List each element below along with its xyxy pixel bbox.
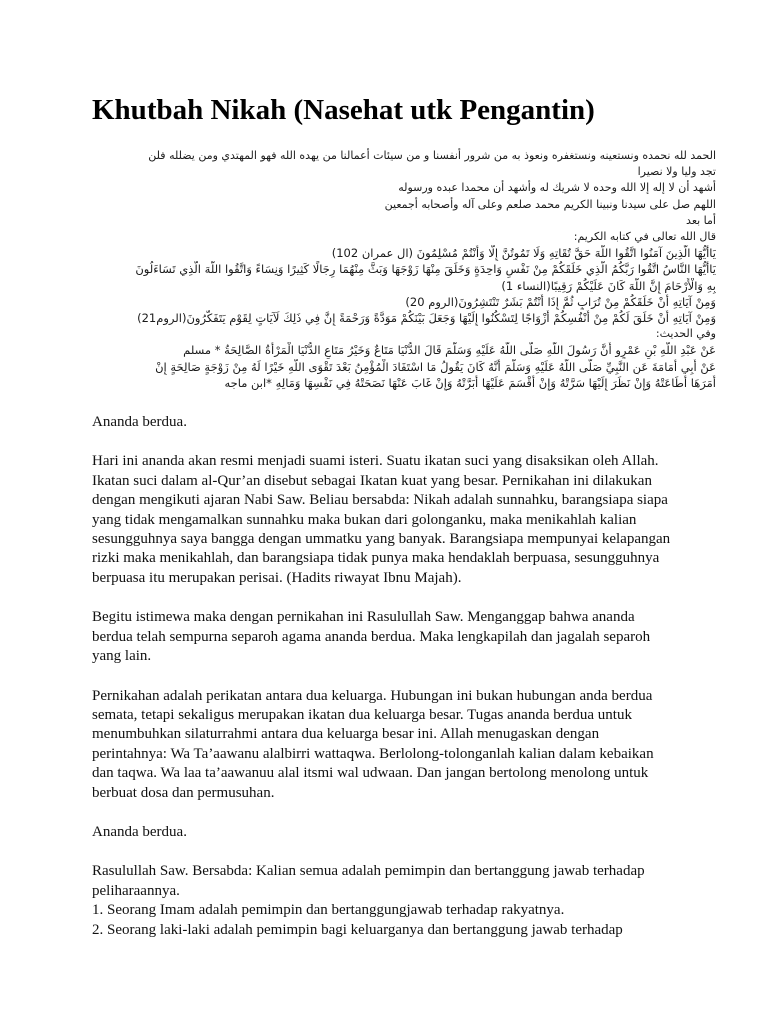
quran-verse-line: وَمِنْ آيَاتِهِ أَنْ خَلَقَكُمْ مِنْ تُرَابٍ ثُمَّ إِذَا أَنْتُمْ بَشَرٌ تَنْتَشِرُونَ(الروم 20) [405,294,716,309]
text-line: peliharaannya. [92,882,180,899]
text-line: yang lain. [92,648,152,665]
arabic-opening-block [72,148,716,391]
page-title: Khutbah Nikah (Nasehat utk Pengantin) [92,94,595,126]
text-line: Ananda berdua. [92,414,187,431]
text-line: berdua telah sempurna separoh agama ananda berdua. Maka lengkapilah dan jagalah separoh [92,628,651,645]
arabic-line: أشهد أن لا إله إلا الله وحده لا شريك له وأشهد أن محمدا عبده ورسوله [398,181,716,195]
quran-verse-line: يَاأَيُّهَا النَّاسُ اتَّقُوا رَبَّكُمُ الَّذِي خَلَقَكُمْ مِنْ نَفْسٍ وَاحِدَةٍ وَخَلَقَ مِنْهَا زَوْجَهَا وَبَثَّ مِنْهُمَا رِجَالًا كَثِيرًا وَنِسَاءً وَاتَّقُوا اللَّهَ الَّذِي تَسَاءَلُونَ [135,262,716,277]
arabic-line: اللهم صل على سيدنا ونبينا الكريم محمد صلعم وعلى آله وأصحابه أجمعين [384,197,716,211]
text-line: rizki maka menikahlah, dan barangsiapa tidak punya maka hendaklah berpuasa, sesungguhnya [92,550,660,567]
text-line: yang tidak mengamalkan sunnahku maka bukan dari golonganku, maka menikahlah kalian [92,511,637,528]
paragraph [92,687,696,803]
arabic-line: قال الله تعالى في كتابه الكريم: [573,230,716,244]
text-line: dengan mengikuti ajaran Nabi Saw. Beliau bersabda: Nikah adalah sunnahku, barangsiapa siapa [92,492,668,509]
text-line: Ikatan suci dalam al-Qur’an disebut sebagai Ikatan kuat yang besar. Pernikahan ini dilakukan [92,472,652,489]
text-line: Ananda berdua. [92,823,187,840]
paragraph [92,608,696,666]
text-line: berpuasa itu merupakan perisai. (Hadits riwayat Ibnu Majah). [92,569,462,586]
text-line: berbuat dosa dan permusuhan. [92,784,275,801]
hadith-line: عَنْ عَبْدِ اللَّهِ بْنِ عَمْرٍو أَنَّ رَسُولَ اللَّهِ صَلَّى اللَّهُ عَلَيْهِ وَسَلَّمَ قَالَ الدُّنْيَا مَتَاعٌ وَخَيْرُ مَتَاعِ الدُّنْيَا الْمَرْأَةُ الصَّالِحَةُ * مسلم [183,343,716,358]
hadith-line: أَمَرَهَا أَطَاعَتْهُ وَإِنْ نَظَرَ إِلَيْهَا سَرَّتْهُ وَإِنْ أَقْسَمَ عَلَيْهَا أَبَرَّتْهُ وَإِنْ غَابَ عَنْهَا نَصَحَتْهُ فِي نَفْسِهَا وَمَالِهِ *ابن ماجه [224,375,716,390]
text-line: Begitu istimewa maka dengan pernikahan ini Rasulullah Saw. Menganggap bahwa ananda [92,609,635,626]
paragraph [92,823,696,842]
quran-verse-line: بِهِ وَالْأَرْحَامَ إِنَّ اللَّهَ كَانَ عَلَيْكُمْ رَقِيبًا(النساء 1) [501,278,716,293]
arabic-line: أما بعد [686,213,716,227]
arabic-line: تجد وليا ولا نصيرا [637,165,716,179]
quran-verse-line: وَمِنْ آيَاتِهِ أَنْ خَلَقَ لَكُمْ مِنْ أَنْفُسِكُمْ أَزْوَاجًا لِتَسْكُنُوا إِلَيْهَا وَجَعَلَ بَيْنَكُمْ مَوَدَّةً وَرَحْمَةً إِنَّ فِي ذَلِكَ لَآيَاتٍ لِقَوْمٍ يَتَفَكَّرُونَ(الروم21) [137,311,716,326]
arabic-line: الحمد لله نحمده ونستعينه ونستغفره ونعوذ به من شرور أنفسنا و من سيئات أعمالنا من يهده الله فهو المهتدي ومن يضلله فلن [148,149,716,162]
text-line: dan taqwa. Wa laa ta’aawanuu alal itsmi wal udwaan. Dan jangan bertolong menolong untuk [92,765,649,782]
text-line: sesungguhnya saya bangga dengan ummatku yang banyak. Barangsiapa mempunyai kelapangan [92,531,671,548]
quran-verse-line: يَاأَيُّهَا الَّذِينَ آمَنُوا اتَّقُوا اللَّهَ حَقَّ تُقَاتِهِ وَلَا تَمُوتُنَّ إِلَّا وَأَنْتُمْ مُسْلِمُونَ (ال عمران 102) [331,246,716,261]
paragraph [92,413,696,432]
paragraph [92,452,696,588]
text-line: perintahnya: Wa Ta’aawanu alalbirri wattaqwa. Berlolong-tolonganlah kalian dalam kebaikan [92,745,654,762]
hadith-line: عَنْ أَبِي أُمَامَةَ عَنِ النَّبِيِّ صَلَّى اللَّهُ عَلَيْهِ وَسَلَّمَ أَنَّهُ كَانَ يَقُولُ مَا اسْتَفَادَ الْمُؤْمِنُ بَعْدَ تَقْوَى اللَّهِ خَيْرًا لَهُ مِنْ زَوْجَةٍ صَالِحَةٍ إِنْ [155,359,716,374]
arabic-line: وفي الحديث: [655,327,716,341]
paragraph [92,862,696,940]
text-line: Pernikahan adalah perikatan antara dua keluarga. Hubungan ini bukan hubungan anda berdua [92,687,653,704]
text-line: Rasulullah Saw. Bersabda: Kalian semua adalah pemimpin dan bertanggung jawab terhadap [92,863,645,880]
text-line: 2. Seorang laki-laki adalah pemimpin bagi keluarganya dan bertanggung jawab terhadap [92,921,623,938]
text-line: semata, tetapi sekaligus merupakan ikatan dua keluarga besar. Tugas ananda berdua untuk [92,706,632,723]
text-line: menumbuhkan silaturrahmi antara dua keluarga besar ini. Allah menugaskan dengan [92,726,600,743]
text-line: 1. Seorang Imam adalah pemimpin dan bertanggungjawab terhadap rakyatnya. [92,902,565,919]
body-text [92,413,696,940]
text-line: Hari ini ananda akan resmi menjadi suami isteri. Suatu ikatan suci yang disaksikan oleh Allah. [92,453,659,470]
